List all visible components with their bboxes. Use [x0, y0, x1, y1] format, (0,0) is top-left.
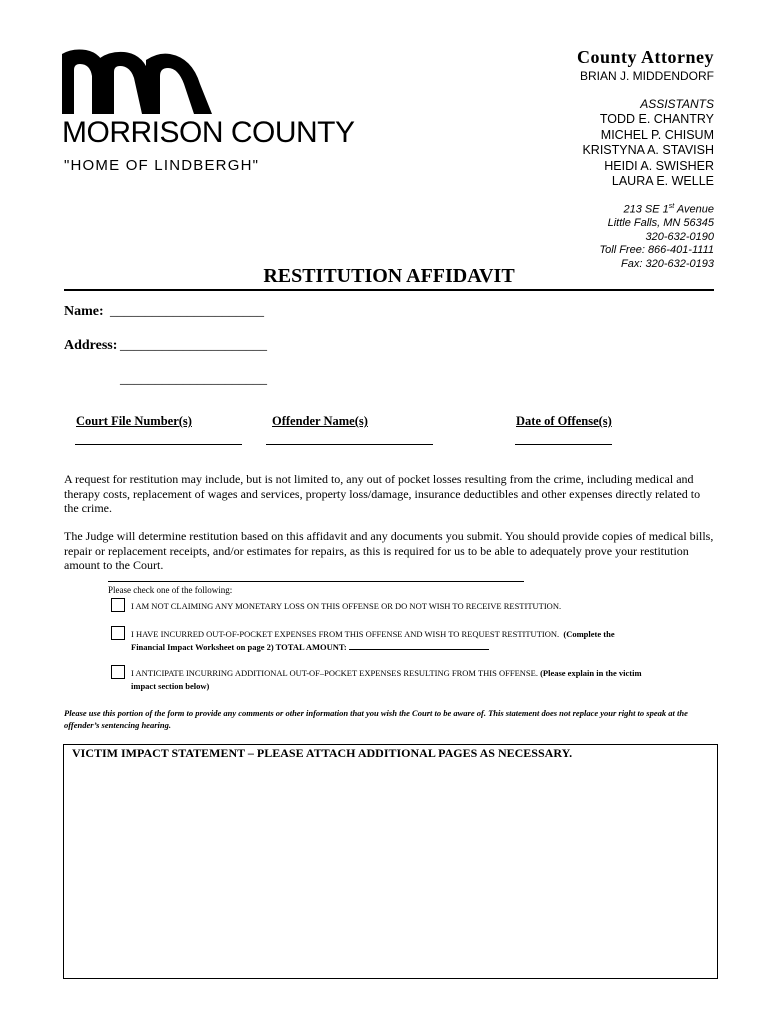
- city-state-zip: Little Falls, MN 56345: [607, 217, 714, 230]
- office-title: County Attorney: [577, 47, 714, 67]
- no-loss-checkbox[interactable]: [111, 598, 125, 612]
- anticipated-expenses-option-text: I ANTICIPATE INCURRING ADDITIONAL OUT-OF–POCKET EXPENSES RESULTING FROM THIS OFFENSE. (Please explain in the victim impact section below): [131, 668, 642, 691]
- toll-free-number: Toll Free: 866-401-1111: [599, 244, 714, 257]
- assistant-name: HEIDI A. SWISHER: [604, 158, 714, 173]
- checklist-intro: Please check one of the following:: [108, 585, 233, 595]
- county-tagline: "HOME OF LINDBERGH": [64, 157, 260, 174]
- assistant-name: LAURA E. WELLE: [611, 174, 714, 188]
- address-field-line-2[interactable]: _____________________: [120, 372, 267, 387]
- assistant-name: TODD E. CHANTRY: [599, 112, 714, 126]
- total-amount-field[interactable]: [349, 641, 489, 650]
- assistants-heading: ASSISTANTS: [640, 97, 714, 111]
- county-name: MORRISON COUNTY: [62, 116, 355, 149]
- title-divider: [64, 289, 714, 291]
- restitution-request-paragraph: A request for restitution may include, but is not limited to, any out of pocket losses resulting from the crime, including medical and therapy costs, replacement of wages and services, property loss/damage, insurance deductibles and other expenses directly related to the crime.: [64, 472, 701, 515]
- offender-name-field[interactable]: [266, 444, 433, 445]
- offense-date-field[interactable]: [515, 444, 612, 445]
- phone-number: 320-632-0190: [645, 230, 714, 243]
- court-file-number-label: Court File Number(s): [76, 414, 192, 428]
- attorney-name: BRIAN J. MIDDENDORF: [579, 69, 714, 83]
- street-address: 213 SE 1st Avenue: [623, 203, 714, 216]
- assistant-name: MICHEL P. CHISUM: [600, 127, 714, 142]
- name-label: Name:: [64, 304, 104, 319]
- court-file-number-field[interactable]: [75, 444, 242, 445]
- county-logo-mark-icon: [62, 48, 212, 114]
- judge-determination-paragraph: The Judge will determine restitution based on this affidavit and any documents you submit. You should provide copies of medical bills, repair or replacement receipts, and/or estimates for repairs, as this is required for us to be able to adequately prove your restitution amount to the Court.: [64, 529, 714, 572]
- incurred-expenses-option-text: I HAVE INCURRED OUT-OF-POCKET EXPENSES FROM THIS OFFENSE AND WISH TO REQUEST RESTITUTION. (Complete the Financial Impact Worksheet on page 2) TOTAL AMOUNT:: [131, 629, 615, 652]
- address-field-line-1[interactable]: _____________________: [120, 338, 267, 353]
- no-loss-option-text: I AM NOT CLAIMING ANY MONETARY LOSS ON THIS OFFENSE OR DO NOT WISH TO RECEIVE RESTITUTION.: [131, 601, 562, 611]
- assistant-name: KRISTYNA A. STAVISH: [582, 143, 714, 157]
- offender-name-label: Offender Name(s): [272, 414, 368, 428]
- incurred-expenses-checkbox[interactable]: [111, 626, 125, 640]
- address-label: Address:: [64, 338, 118, 353]
- form-title: RESTITUTION AFFIDAVIT: [263, 265, 515, 287]
- victim-impact-heading: VICTIM IMPACT STATEMENT – PLEASE ATTACH ADDITIONAL PAGES AS NECESSARY.: [72, 746, 573, 760]
- fax-number: Fax: 320-632-0193: [621, 257, 714, 270]
- assistants-list: [582, 112, 714, 190]
- name-field[interactable]: ______________________: [110, 304, 264, 319]
- anticipated-expenses-checkbox[interactable]: [111, 665, 125, 679]
- checklist-divider: [108, 581, 524, 582]
- victim-statement-note: Please use this portion of the form to provide any comments or other information that you wish the Court to be aware of. This statement does not replace your right to speak at the offender’s sentencing hearing.: [64, 708, 688, 730]
- offense-date-label: Date of Offense(s): [516, 414, 612, 428]
- victim-impact-statement-area[interactable]: [63, 744, 718, 979]
- office-address: [599, 200, 714, 271]
